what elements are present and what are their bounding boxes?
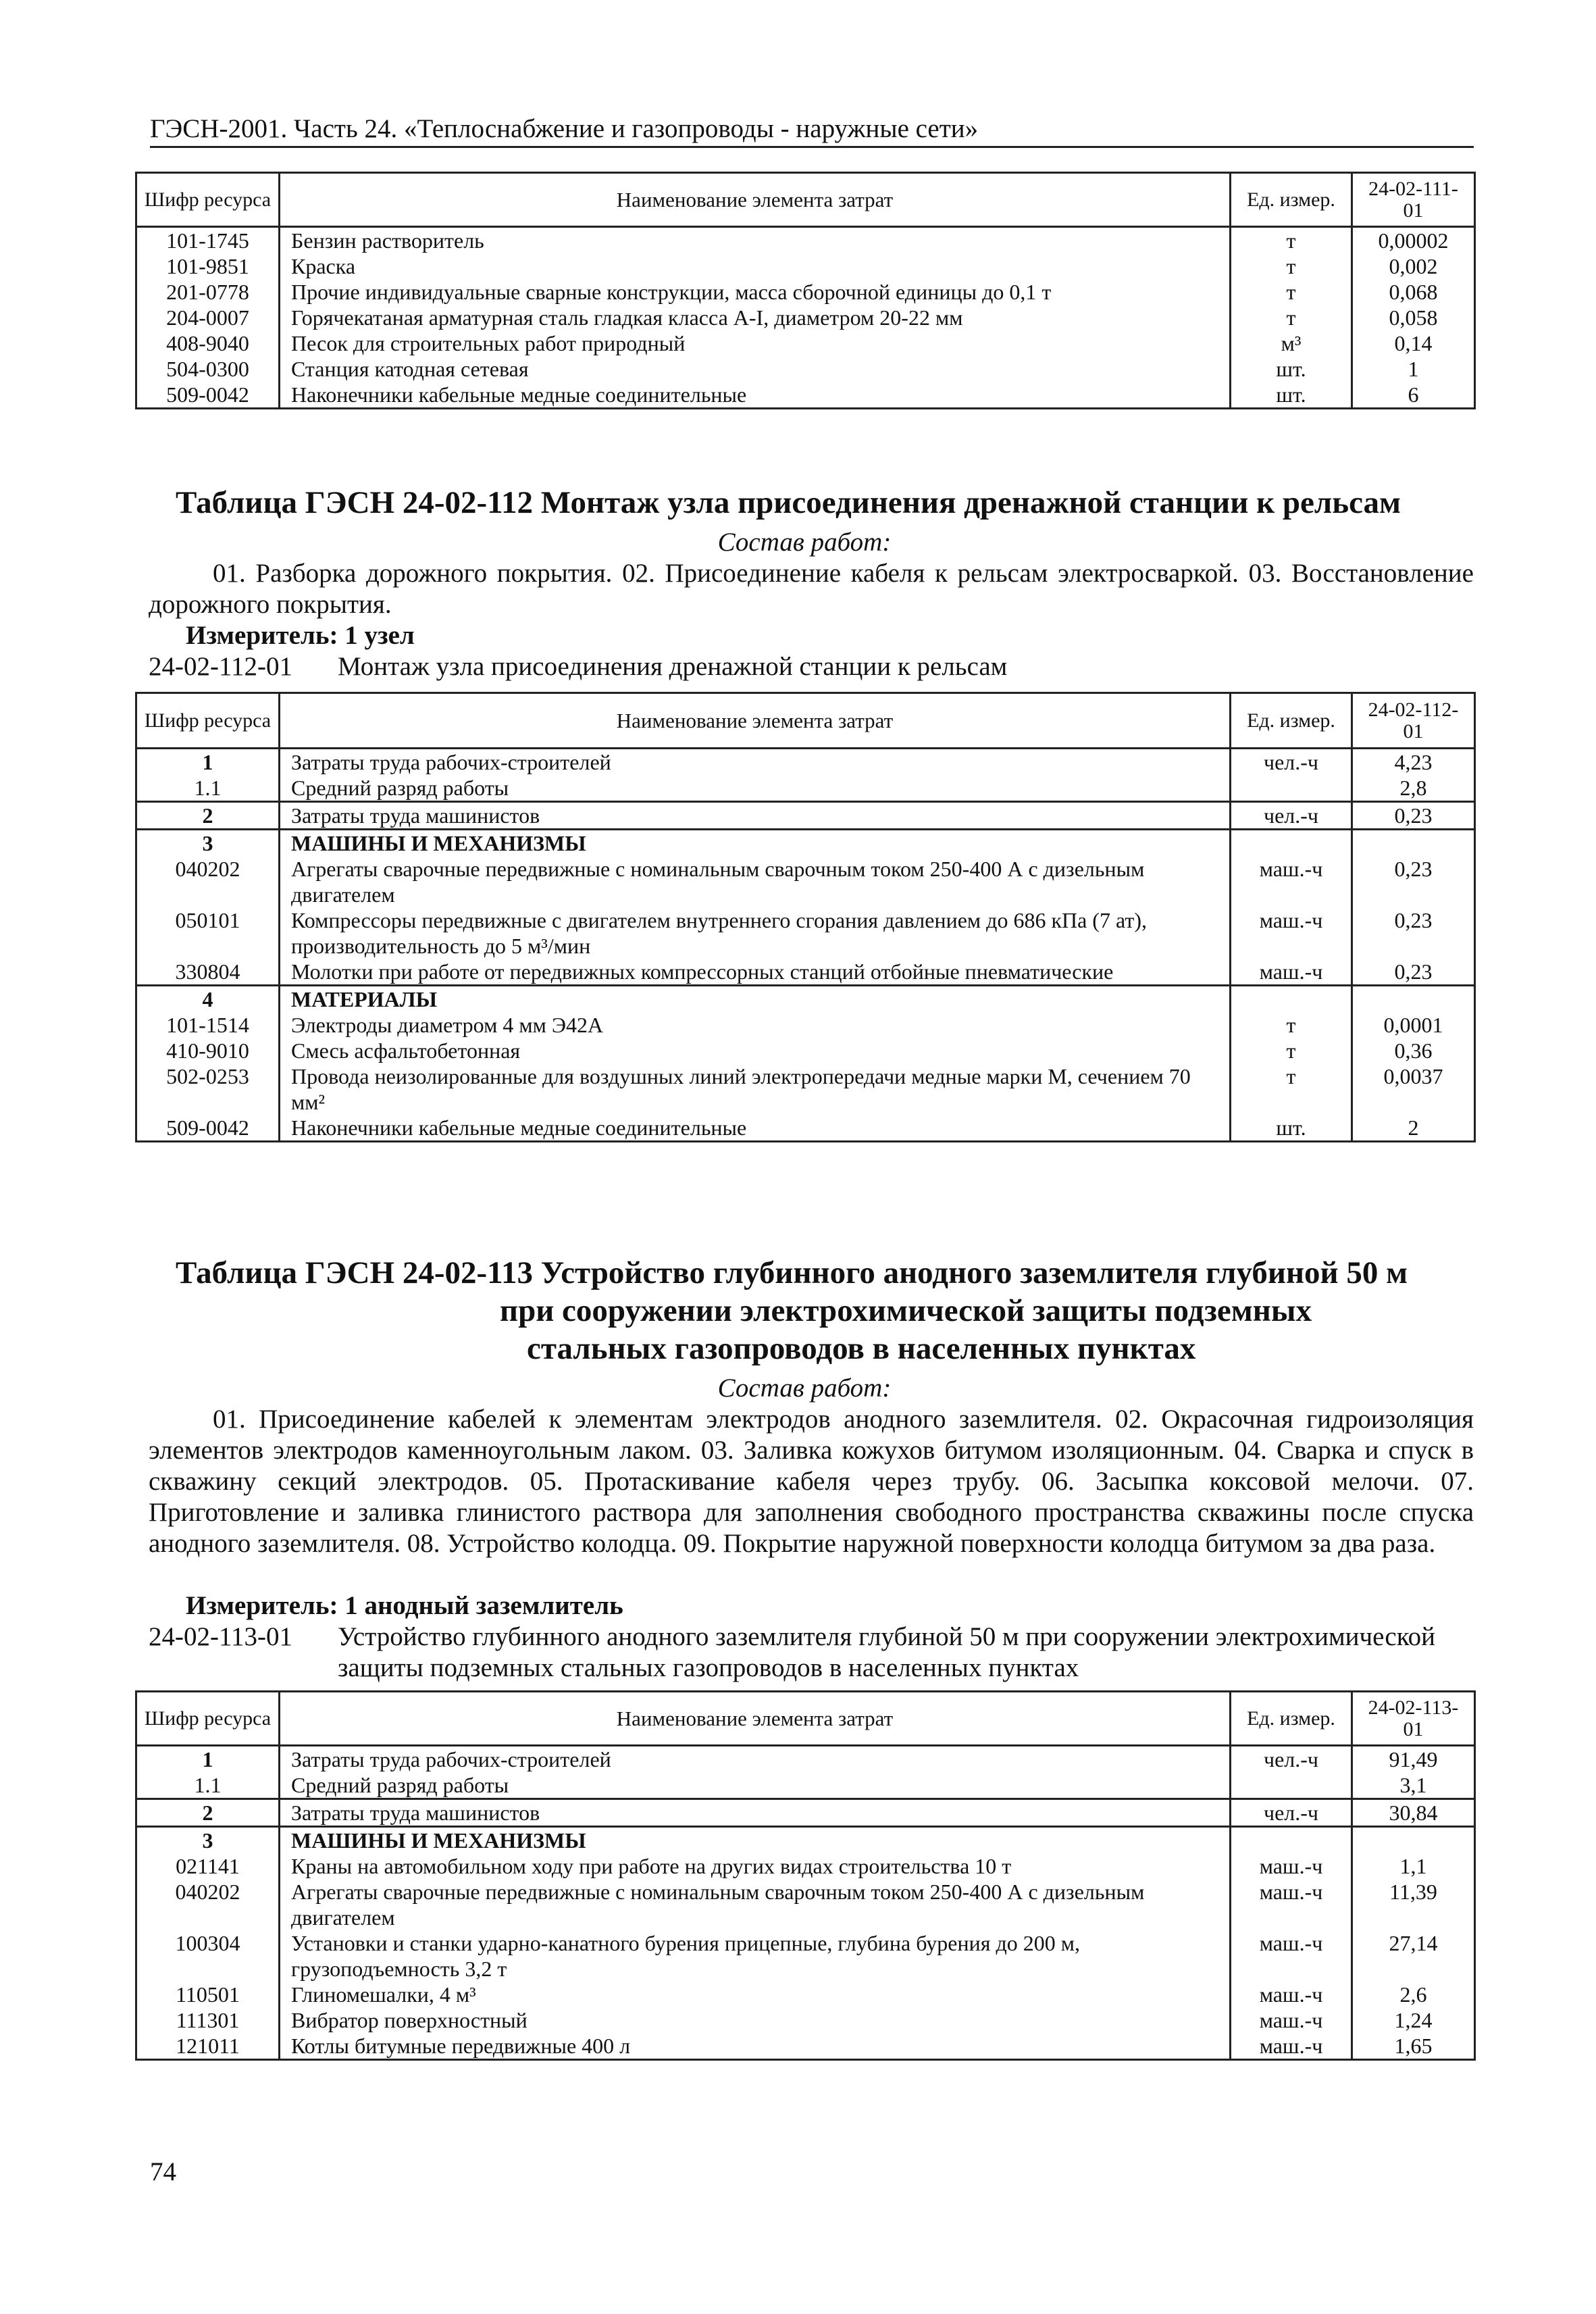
resource-name: Глиномешалки, 4 м³ [280,1982,1231,2007]
norm-value [1352,986,1475,1013]
resource-name: Электроды диаметром 4 мм Э42А [280,1012,1231,1038]
norm-value [1352,1827,1475,1854]
table-row [136,227,1475,254]
col-header-name: Наименование элемента затрат [280,1692,1231,1746]
table-row [136,1799,1475,1827]
table-row [136,1930,1475,1982]
resource-name: Затраты труда рабочих-строителей [280,749,1231,776]
table-row [136,382,1475,409]
resource-code: 1.1 [136,1772,280,1799]
resource-name: Краны на автомобильном ходу при работе на других видах строительства 10 т [280,1853,1231,1879]
unit-of-measure [1231,1772,1352,1799]
col-header-code: Шифр ресурса [136,1692,280,1746]
norm-value: 27,14 [1352,1930,1475,1982]
table-title-113: Таблица ГЭСН 24-02-113 Устройство глубинного анодного заземлителя глубиной 50 м при сооружении электрохимической защиты подземных стальных газопроводов в населенных пунктах [176,1255,1408,1366]
unit-of-measure: маш.-ч [1231,1879,1352,1930]
col-header-unit: Ед. измер. [1231,173,1352,227]
resource-code: 100304 [136,1930,280,1982]
resource-code: 2 [136,1799,280,1827]
norm-value: 0,23 [1352,856,1475,907]
resource-code: 021141 [136,1853,280,1879]
resource-name: Средний разряд работы [280,775,1231,802]
unit-of-measure: маш.-ч [1231,1853,1352,1879]
resource-name: Наконечники кабельные медные соединительные [280,1115,1231,1142]
unit-of-measure [1231,830,1352,857]
table-row [136,749,1475,776]
unit-of-measure: маш.-ч [1231,2007,1352,2033]
table-row [136,1012,1475,1038]
table-title-112: Таблица ГЭСН 24-02-112 Монтаж узла присоединения дренажной станции к рельсам [176,485,1401,520]
norm-value: 6 [1352,382,1475,409]
table-row [136,1853,1475,1879]
norm-value: 0,00002 [1352,227,1475,254]
table-row [136,2033,1475,2060]
table-row [136,1827,1475,1854]
unit-of-measure: т [1231,1038,1352,1063]
norm-line-112 [149,651,1474,682]
resource-code: 111301 [136,2007,280,2033]
unit-of-measure: маш.-ч [1231,1930,1352,1982]
table-row [136,1746,1475,1773]
table-row [136,1063,1475,1115]
unit-of-measure: шт. [1231,356,1352,382]
table-row [136,986,1475,1013]
resource-code: 509-0042 [136,1115,280,1142]
unit-of-measure: чел.-ч [1231,749,1352,776]
resource-name: Молотки при работе от передвижных компрессорных станций отбойные пневматические [280,959,1231,986]
norm-value: 0,14 [1352,330,1475,356]
resource-code: 1 [136,1746,280,1773]
resource-name: Компрессоры передвижные с двигателем внутреннего сгорания давлением до 686 кПа (7 ат), производительность до 5 м³/мин [280,907,1231,959]
table-row [136,253,1475,279]
unit-of-measure: маш.-ч [1231,2033,1352,2060]
resource-code: 201-0778 [136,279,280,305]
table-row [136,1038,1475,1063]
table-row [136,356,1475,382]
unit-of-measure: чел.-ч [1231,1746,1352,1773]
resource-name: Вибратор поверхностный [280,2007,1231,2033]
norm-value: 2,6 [1352,1982,1475,2007]
norm-value: 1,65 [1352,2033,1475,2060]
table-row [136,279,1475,305]
running-header: ГЭСН-2001. Часть 24. «Теплоснабжение и газопроводы - наружные сети» [150,114,1474,148]
resource-code: 040202 [136,1879,280,1930]
norm-value: 2,8 [1352,775,1475,802]
resource-name: Затраты труда машинистов [280,1799,1231,1827]
resource-name: Установки и станки ударно-канатного бурения прицепные, глубина бурения до 200 м, грузоподъемность 3,2 т [280,1930,1231,1982]
resource-name: Песок для строительных работ природный [280,330,1231,356]
resource-name: Средний разряд работы [280,1772,1231,1799]
table-row [136,1982,1475,2007]
resource-name: Станция катодная сетевая [280,356,1231,382]
resource-code: 101-9851 [136,253,280,279]
norm-value: 30,84 [1352,1799,1475,1827]
norm-value: 0,23 [1352,907,1475,959]
resource-code: 050101 [136,907,280,959]
work-composition-label: Состав работ: [717,528,892,557]
norm-code: 24-02-112-01 [149,652,293,681]
resource-code: 410-9010 [136,1038,280,1063]
unit-of-measure: м³ [1231,330,1352,356]
table-row [136,802,1475,830]
resource-code: 121011 [136,2033,280,2060]
col-header-unit: Ед. измер. [1231,1692,1352,1746]
unit-of-measure: т [1231,279,1352,305]
resource-code: 2 [136,802,280,830]
resource-name: Агрегаты сварочные передвижные с номинальным сварочным током 250-400 А с дизельным двигателем [280,1879,1231,1930]
norm-text: Устройство глубинного анодного заземлителя глубиной 50 м при сооружении электрохимической защиты подземных стальных газопроводов в населенных пунктах [338,1622,1436,1682]
norm-value [1352,830,1475,857]
unit-of-measure: т [1231,1063,1352,1115]
norm-text: Монтаж узла присоединения дренажной станции к рельсам [338,652,1008,681]
resource-code: 502-0253 [136,1063,280,1115]
norm-value: 1 [1352,356,1475,382]
resource-table-111 [135,172,1476,409]
table-row [136,2007,1475,2033]
unit-of-measure [1231,775,1352,802]
resource-code: 110501 [136,1982,280,2007]
table-row [136,830,1475,857]
resource-name: Затраты труда машинистов [280,802,1231,830]
norm-value: 0,002 [1352,253,1475,279]
resource-code: 204-0007 [136,305,280,330]
col-header-norm: 24-02-111-01 [1352,173,1475,227]
table-row [136,856,1475,907]
unit-of-measure: т [1231,227,1352,254]
col-header-code: Шифр ресурса [136,693,280,749]
col-header-name: Наименование элемента затрат [280,693,1231,749]
resource-name: МАШИНЫ И МЕХАНИЗМЫ [280,1827,1231,1854]
resource-name: Затраты труда рабочих-строителей [280,1746,1231,1773]
norm-value: 0,0037 [1352,1063,1475,1115]
table-row [136,907,1475,959]
col-header-norm: 24-02-112-01 [1352,693,1475,749]
norm-value: 4,23 [1352,749,1475,776]
unit-of-measure: чел.-ч [1231,802,1352,830]
norm-value: 0,36 [1352,1038,1475,1063]
work-composition-text: 01. Разборка дорожного покрытия. 02. Присоединение кабеля к рельсам электросваркой. 03. Восстановление дорожного покрытия. [149,559,1474,619]
unit-of-measure: т [1231,253,1352,279]
unit-of-measure: шт. [1231,382,1352,409]
resource-name: Смесь асфальтобетонная [280,1038,1231,1063]
table-row [136,959,1475,986]
resource-name: Горячекатаная арматурная сталь гладкая класса А-I, диаметром 20-22 мм [280,305,1231,330]
work-composition-label: Состав работ: [717,1374,892,1403]
unit-of-measure: шт. [1231,1115,1352,1142]
resource-code: 330804 [136,959,280,986]
norm-code: 24-02-113-01 [149,1622,293,1651]
resource-code: 4 [136,986,280,1013]
resource-code: 040202 [136,856,280,907]
work-composition-text: 01. Присоединение кабелей к элементам электродов анодного заземлителя. 02. Окрасочная гидроизоляция элементов электродов каменноугольным лаком. 03. Заливка кожухов битумом изоляционным. 04. Сварка и спуск в скважину секций электродов. 05. Протаскивание кабеля через трубу. 06. Засыпка коксовой мелочи. 07. Приготовление и заливка глинистого раствора для заполнения свободного пространства скважины после спуска анодного заземлителя. 08. Устройство колодца. 09. Покрытие наружной поверхности колодца битумом за два раза. [149,1405,1474,1558]
unit-of-measure [1231,986,1352,1013]
resource-name: Наконечники кабельные медные соединительные [280,382,1231,409]
table-row [136,1115,1475,1142]
unit-of-measure: т [1231,305,1352,330]
resource-name: МАШИНЫ И МЕХАНИЗМЫ [280,830,1231,857]
norm-value: 0,23 [1352,802,1475,830]
col-header-code: Шифр ресурса [136,173,280,227]
unit-of-measure: маш.-ч [1231,1982,1352,2007]
norm-value: 1,1 [1352,1853,1475,1879]
norm-value: 1,24 [1352,2007,1475,2033]
norm-value: 0,23 [1352,959,1475,986]
resource-code: 408-9040 [136,330,280,356]
resource-name: Бензин растворитель [280,227,1231,254]
resource-code: 101-1745 [136,227,280,254]
unit-of-measure: маш.-ч [1231,907,1352,959]
table-row [136,775,1475,802]
norm-value: 11,39 [1352,1879,1475,1930]
unit-of-measure: т [1231,1012,1352,1038]
resource-code: 3 [136,1827,280,1854]
norm-value: 3,1 [1352,1772,1475,1799]
table-row [136,1772,1475,1799]
norm-value: 0,068 [1352,279,1475,305]
resource-code: 3 [136,830,280,857]
resource-code: 504-0300 [136,356,280,382]
norm-value: 0,0001 [1352,1012,1475,1038]
resource-table-113 [135,1690,1476,2061]
col-header-unit: Ед. измер. [1231,693,1352,749]
resource-name: Краска [280,253,1231,279]
norm-value: 91,49 [1352,1746,1475,1773]
resource-name: Агрегаты сварочные передвижные с номинальным сварочным током 250-400 А с дизельным двигателем [280,856,1231,907]
table-row [136,305,1475,330]
resource-name: Провода неизолированные для воздушных линий электропередачи медные марки М, сечением 70 мм² [280,1063,1231,1115]
col-header-name: Наименование элемента затрат [280,173,1231,227]
unit-of-measure: маш.-ч [1231,959,1352,986]
resource-name: Котлы битумные передвижные 400 л [280,2033,1231,2060]
resource-code: 101-1514 [136,1012,280,1038]
resource-name: МАТЕРИАЛЫ [280,986,1231,1013]
unit-of-measure: чел.-ч [1231,1799,1352,1827]
resource-code: 1.1 [136,775,280,802]
resource-code: 1 [136,749,280,776]
norm-line-113 [149,1621,1474,1684]
resource-name: Прочие индивидуальные сварные конструкции, масса сборочной единицы до 0,1 т [280,279,1231,305]
col-header-norm: 24-02-113-01 [1352,1692,1475,1746]
table-row [136,330,1475,356]
page-number: 74 [150,2157,176,2186]
meter-label: Измеритель: 1 узел [186,621,415,650]
norm-value: 2 [1352,1115,1475,1142]
unit-of-measure: маш.-ч [1231,856,1352,907]
resource-table-112 [135,692,1476,1142]
resource-code: 509-0042 [136,382,280,409]
table-row [136,1879,1475,1930]
norm-value: 0,058 [1352,305,1475,330]
meter-label: Измеритель: 1 анодный заземлитель [186,1591,623,1620]
unit-of-measure [1231,1827,1352,1854]
